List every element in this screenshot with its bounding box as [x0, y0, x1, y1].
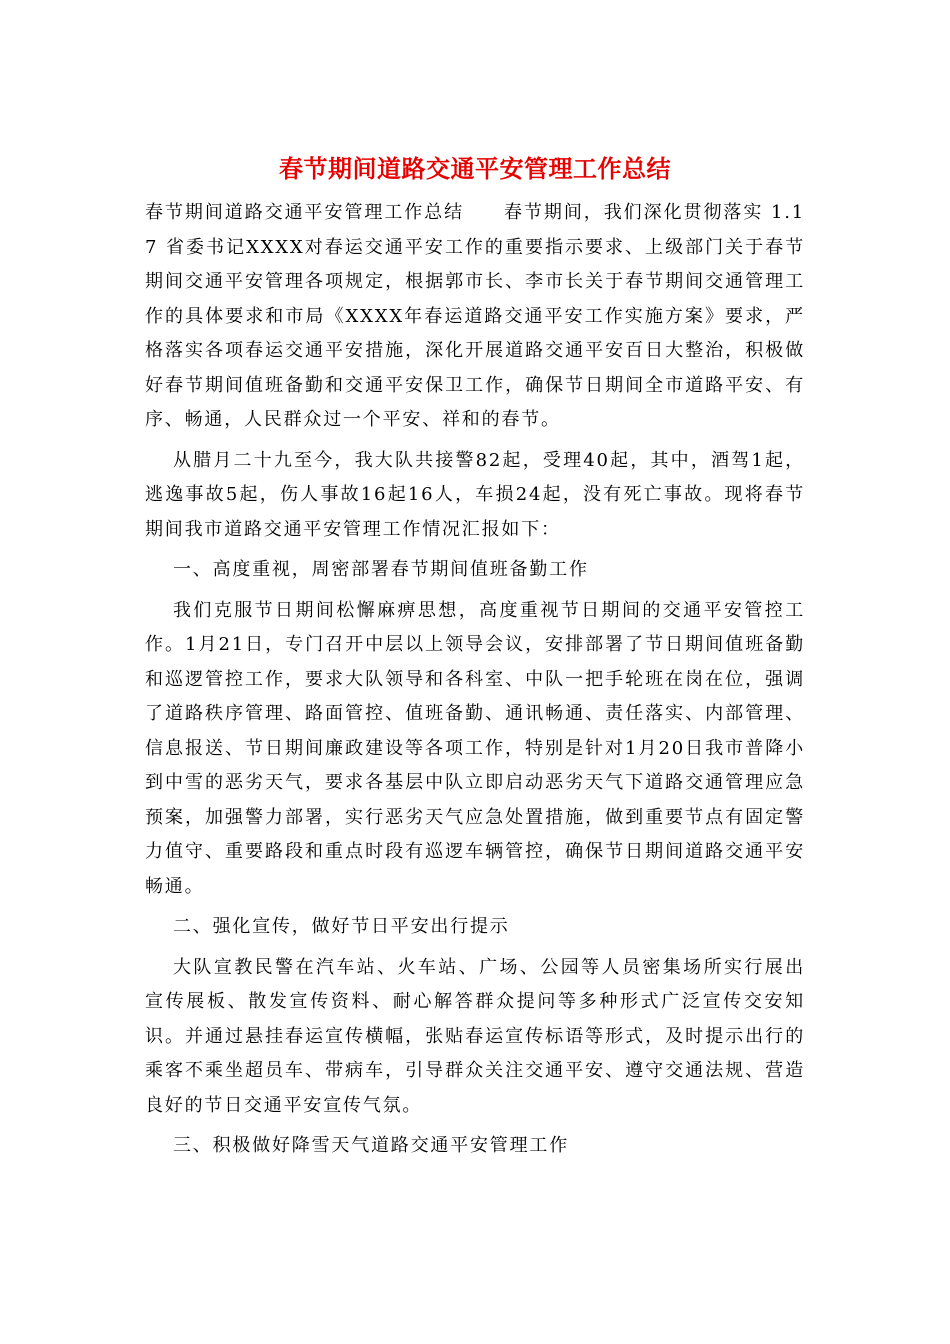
section-heading-1: 一、高度重视，周密部署春节期间值班备勤工作 [173, 559, 589, 580]
section-1-paragraph: 我们克服节日期间松懈麻痹思想，高度重视节日期间的交通平安管控工作。1月21日，专门召开中层以上领导会议，安排部署了节日期间值班备勤和巡逻管控工作，要求大队领导和各科室、中队一把手轮班在岗在位，强调了道路秩序管理、路面管控、值班备勤、通讯畅通、责任落实、内部管理、信息报送、节日期间廉政建设等各项工作，特别是针对1月20日我市普降小到中雪的恶劣天气，要求各基层中队立即启动恶劣天气下道路交通管理应急预案，加强警力部署，实行恶劣天气应急处置措施，做到重要节点有固定警力值守、重要路段和重点时段有巡逻车辆管控，确保节日期间道路交通平安畅通。 [145, 599, 805, 897]
statistics-paragraph: 从腊月二十九至今，我大队共接警82起，受理40起，其中，酒驾1起，逃逸事故5起，伤人事故16起16人，车损24起，没有死亡事故。现将春节期间我市道路交通平安管理工作情况汇报如下： [145, 449, 805, 540]
intro-paragraph: 春节期间道路交通平安管理工作总结 春节期间，我们深化贯彻落实 1.17 省委书记XXXX对春运交通平安工作的重要指示要求、上级部门关于春节期间交通平安管理各项规定，根据郭市长、李市长关于春节期间交通管理工作的具体要求和市局《XXXX年春运道路交通平安工作实施方案》要求，严格落实各项春运交通平安措施，深化开展道路交通平安百日大整治，积极做好春节期间值班备勤和交通平安保卫工作，确保节日期间全市道路平安、有序、畅通，人民群众过一个平安、祥和的春节。 [145, 202, 805, 430]
section-heading-3: 三、积极做好降雪天气道路交通平安管理工作 [173, 1135, 569, 1156]
section-2-paragraph: 大队宣教民警在汽车站、火车站、广场、公园等人员密集场所实行展出宣传展板、散发宣传资料、耐心解答群众提问等多种形式广泛宣传交安知识。并通过悬挂春运宣传横幅，张贴春运宣传标语等形式，及时提示出行的乘客不乘坐超员车、带病车，引导群众关注交通平安、遵守交通法规、营造良好的节日交通平安宣传气氛。 [145, 956, 805, 1116]
document-body [145, 196, 805, 1170]
document-title: 春节期间道路交通平安管理工作总结 [279, 154, 671, 183]
section-heading-2: 二、强化宣传，做好节日平安出行提示 [173, 916, 510, 937]
